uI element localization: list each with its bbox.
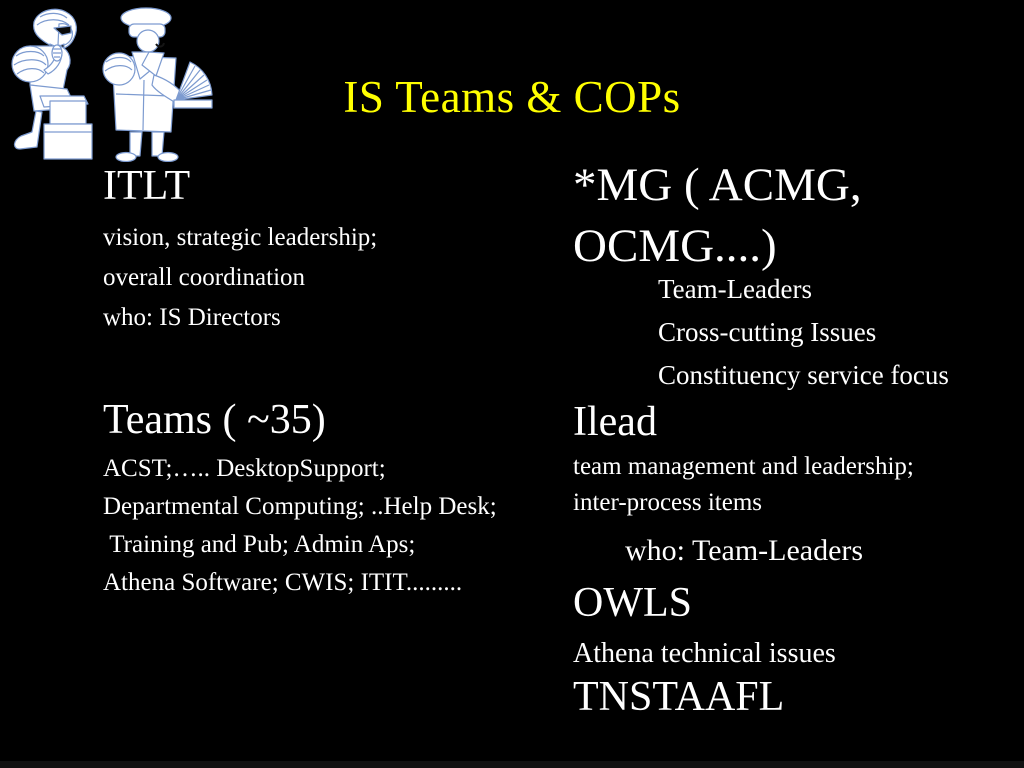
heading-mg	[573, 155, 1013, 277]
bottom-strip	[0, 761, 1024, 768]
heading-owls: OWLS	[573, 580, 692, 626]
body-line: Athena technical issues	[573, 638, 836, 669]
body-line: Training and Pub; Admin Aps;	[103, 531, 416, 558]
sub-item: Team-Leaders	[658, 274, 813, 304]
heading-mg-line1: *MG ( ACMG,	[573, 159, 862, 211]
teams-body	[103, 450, 497, 602]
sub-item: Constituency service focus	[658, 360, 949, 390]
body-line: overall coordination	[103, 264, 306, 291]
heading-ilead: Ilead	[573, 399, 657, 445]
mg-sub-items	[658, 268, 949, 397]
body-line: inter-process items	[573, 489, 763, 516]
ilead-body	[573, 449, 1023, 521]
body-line: vision, strategic leadership;	[103, 224, 378, 251]
heading-mg-line2: OCMG....)	[573, 220, 777, 272]
heading-teams: Teams ( ~35)	[103, 397, 326, 443]
body-line: Departmental Computing; ..Help Desk;	[103, 493, 497, 520]
slide-title: IS Teams & COPs	[343, 72, 681, 122]
heading-itlt: ITLT	[103, 163, 191, 209]
who-team-leaders: who: Team-Leaders	[625, 534, 864, 567]
body-line: ACST;….. DesktopSupport;	[103, 455, 386, 482]
body-line: team management and leadership;	[573, 453, 914, 480]
sub-item: Cross-cutting Issues	[658, 317, 877, 347]
itlt-body	[103, 218, 377, 338]
body-line: Athena Software; CWIS; ITIT.........	[103, 569, 463, 596]
heading-tnstaafl: TNSTAAFL	[573, 674, 785, 720]
body-line: who: IS Directors	[103, 304, 281, 331]
